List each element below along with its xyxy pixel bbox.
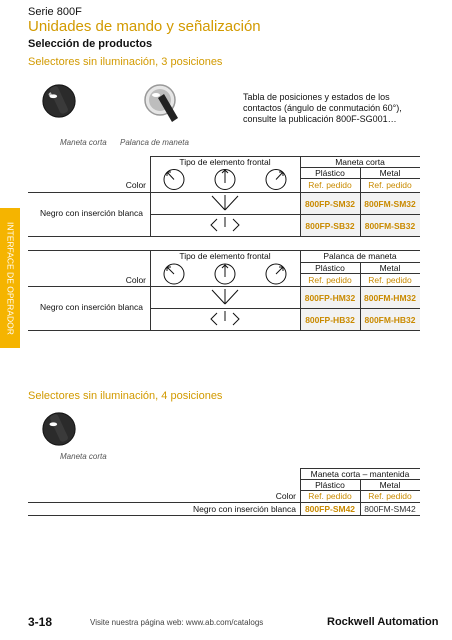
color-header: Color (125, 180, 146, 190)
catalog-number: 800FP-HB32 (305, 314, 355, 325)
catalog-number: 800FM-SM32 (364, 198, 416, 209)
side-tab-label: INTERFACE DE OPERADOR (5, 221, 16, 335)
ref-header-plastic: Ref. pedido (308, 180, 352, 190)
group-header: Maneta corta (335, 156, 385, 167)
short-handle-selector-image (40, 410, 78, 448)
ref-header-metal: Ref. pedido (368, 180, 412, 190)
maintained-positions-icon (190, 193, 260, 214)
ref-header-metal: Ref. pedido (368, 491, 412, 501)
page-number: 3-18 (28, 615, 53, 629)
metal-header: Metal (379, 479, 401, 490)
plastic-header: Plástico (315, 479, 345, 490)
ref-header-plastic: Ref. pedido (308, 491, 352, 501)
plastic-header: Plástico (315, 167, 345, 178)
page-subtitle: Selección de productos (28, 38, 153, 50)
catalog-number: 800FM-HM32 (364, 292, 416, 303)
ref-header-metal: Ref. pedido (368, 274, 412, 285)
footer-website: Visite nuestra página web: www.ab.com/catalogs (90, 618, 264, 627)
ref-header-plastic: Ref. pedido (308, 274, 352, 285)
plastic-header: Plástico (315, 262, 345, 273)
caption-knob-lever: Palanca de maneta (120, 138, 189, 147)
front-type-header: Tipo de elemento frontal (179, 156, 271, 167)
metal-header: Metal (379, 167, 401, 178)
group-header: Maneta corta – mantenida (310, 468, 410, 479)
page-title: Unidades de mando y señalización (28, 18, 261, 35)
row-color: Negro con inserción blanca (40, 208, 144, 218)
series-label: Serie 800F (28, 6, 82, 18)
spring-return-positions-icon (190, 215, 260, 236)
catalog-number: 800FP-SM42 (304, 503, 356, 514)
short-handle-selector-image (40, 82, 78, 120)
position-diagram-icons (150, 262, 300, 286)
catalog-number: 800FP-SM32 (304, 198, 356, 209)
front-type-header: Tipo de elemento frontal (179, 251, 271, 261)
catalog-number: 800FM-SM42 (364, 503, 416, 514)
side-tab-label-wrap (0, 208, 20, 348)
footer-brand: Rockwell Automation (327, 616, 439, 628)
section2-heading: Selectores sin iluminación, 4 posiciones (28, 390, 223, 402)
spring-return-positions-icon (190, 309, 260, 330)
catalog-number: 800FM-SB32 (364, 220, 416, 231)
section1-heading: Selectores sin iluminación, 3 posiciones (28, 56, 223, 68)
knob-lever-selector-image (140, 82, 186, 128)
metal-header: Metal (379, 262, 401, 273)
catalog-number: 800FM-HB32 (364, 314, 416, 325)
caption-short-handle: Maneta corta (60, 452, 107, 461)
position-table-note: Tabla de posiciones y estados de los contactos (ángulo de conmutación 60°), consulte la publicación 800F-SG001… (243, 92, 402, 124)
caption-short-handle: Maneta corta (60, 138, 107, 147)
position-diagram-icons (150, 167, 300, 192)
group-header: Palanca de maneta (323, 251, 397, 261)
row-color: Negro con inserción blanca (192, 503, 296, 514)
color-header: Color (275, 491, 296, 501)
catalog-number: 800FP-HM32 (304, 292, 356, 303)
maintained-positions-icon (190, 287, 260, 308)
catalog-number: 800FP-SB32 (305, 220, 355, 231)
color-header: Color (125, 274, 146, 285)
row-color: Negro con inserción blanca (40, 302, 144, 312)
